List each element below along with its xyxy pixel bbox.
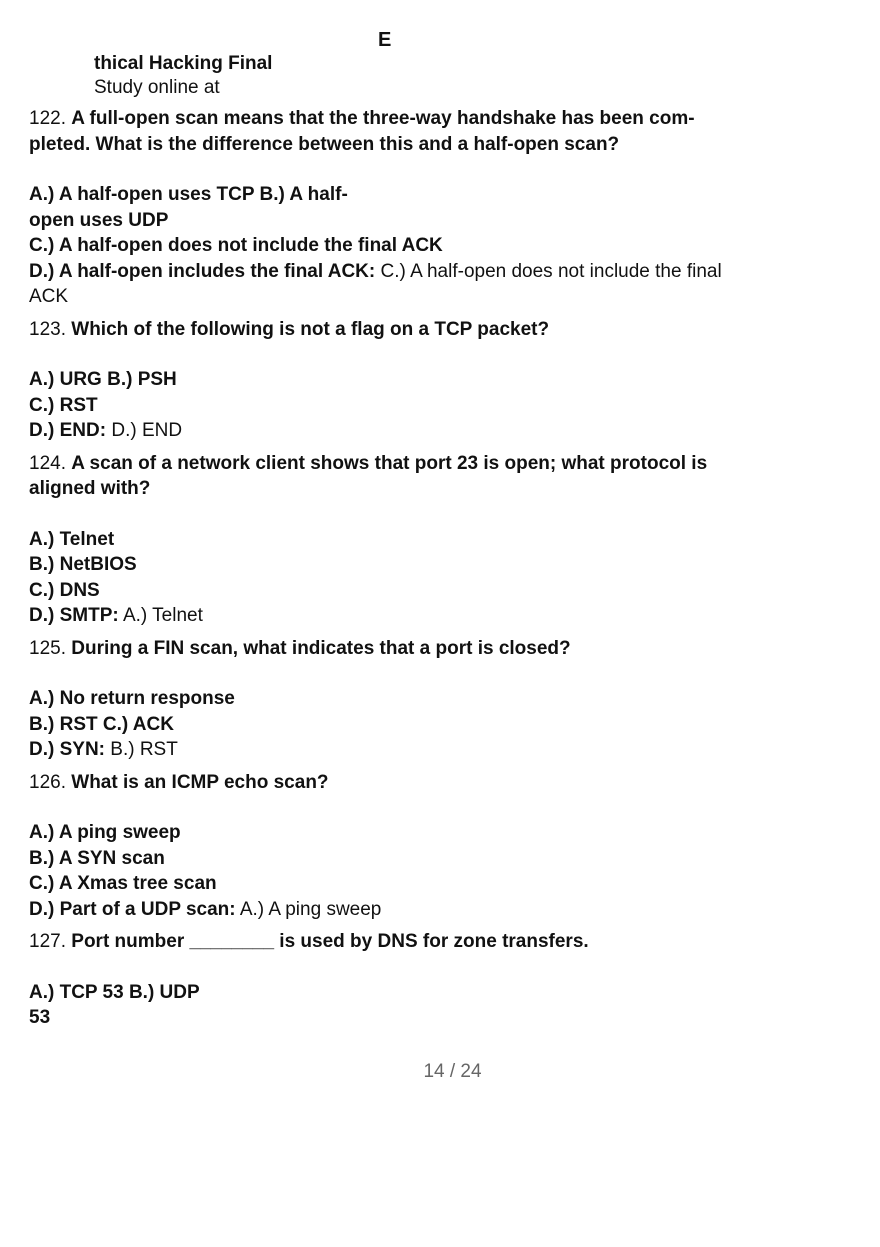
question-127 <box>29 929 749 1031</box>
option-line: A.) No return response <box>29 688 235 709</box>
page-number: 14 / 24 <box>423 1061 482 1082</box>
option-line: D.) END: <box>29 420 107 441</box>
question-text <box>29 317 749 343</box>
question-text <box>29 929 749 955</box>
question-text-cont <box>29 476 749 502</box>
question-number: 122. <box>29 108 66 129</box>
question-124 <box>29 451 749 629</box>
option-line: D.) SYN: <box>29 739 105 760</box>
question-line: pleted. What is the difference between this and a half-open scan? <box>29 133 620 155</box>
option-line: A.) A ping sweep <box>29 822 181 843</box>
answer-text: C.) A half-open does not include the final <box>380 260 722 282</box>
question-number: 125. <box>29 637 66 659</box>
option-line: A.) URG B.) PSH <box>29 369 177 390</box>
answer-text: A.) Telnet <box>122 605 203 626</box>
question-line: During a FIN scan, what indicates that a port is closed? <box>71 637 571 659</box>
question-125 <box>29 636 749 763</box>
question-line: A scan of a network client shows that port 23 is open; what protocol is <box>71 452 708 474</box>
option-line: C.) A half-open does not include the final ACK <box>29 235 443 256</box>
document-title: thical Hacking Final <box>94 53 273 74</box>
question-122 <box>29 106 749 310</box>
option-line: C.) A Xmas tree scan <box>29 873 217 894</box>
question-line: Which of the following is not a flag on a TCP packet? <box>71 318 550 340</box>
option-line: open uses UDP <box>29 209 169 231</box>
question-line: aligned with? <box>29 478 151 499</box>
option-line: B.) A SYN scan <box>29 847 165 869</box>
question-text <box>29 451 749 477</box>
option-answer-line <box>29 603 749 629</box>
question-text-cont <box>29 132 749 158</box>
header-letter: E <box>378 29 392 51</box>
question-list <box>29 106 749 1038</box>
option-line: C.) DNS <box>29 579 100 601</box>
option-line: D.) A half-open includes the final ACK: <box>29 260 376 282</box>
question-line: Port number ________ is used by DNS for zone transfers. <box>71 931 589 952</box>
option-answer-line <box>29 259 749 285</box>
question-123 <box>29 317 749 444</box>
option-line: A.) Telnet <box>29 528 115 550</box>
option-line: B.) NetBIOS <box>29 554 137 575</box>
answer-text: A.) A ping sweep <box>239 898 382 920</box>
question-text <box>29 636 749 662</box>
question-number: 127. <box>29 931 66 952</box>
question-126 <box>29 770 749 923</box>
question-number: 124. <box>29 452 66 474</box>
option-line: C.) RST <box>29 394 98 416</box>
option-answer-line <box>29 897 749 923</box>
option-line: D.) SMTP: <box>29 605 119 626</box>
option-line: 53 <box>29 1007 51 1028</box>
question-line: A full-open scan means that the three-way handshake has been com- <box>71 108 695 129</box>
question-number: 123. <box>29 318 66 340</box>
question-line: What is an ICMP echo scan? <box>71 771 329 793</box>
option-line: A.) A half-open uses TCP B.) A half- <box>29 184 348 205</box>
answer-text-cont: ACK <box>29 286 69 307</box>
answer-text: D.) END <box>111 420 183 441</box>
option-line: A.) TCP 53 B.) UDP <box>29 981 200 1003</box>
question-number: 126. <box>29 771 66 793</box>
question-text <box>29 106 749 132</box>
option-line: D.) Part of a UDP scan: <box>29 898 236 920</box>
option-answer-line <box>29 418 749 444</box>
answer-text: B.) RST <box>110 739 178 760</box>
option-answer-line <box>29 737 749 763</box>
option-line: B.) RST C.) ACK <box>29 713 174 735</box>
document-subtitle: Study online at <box>94 77 220 98</box>
question-text <box>29 770 749 796</box>
